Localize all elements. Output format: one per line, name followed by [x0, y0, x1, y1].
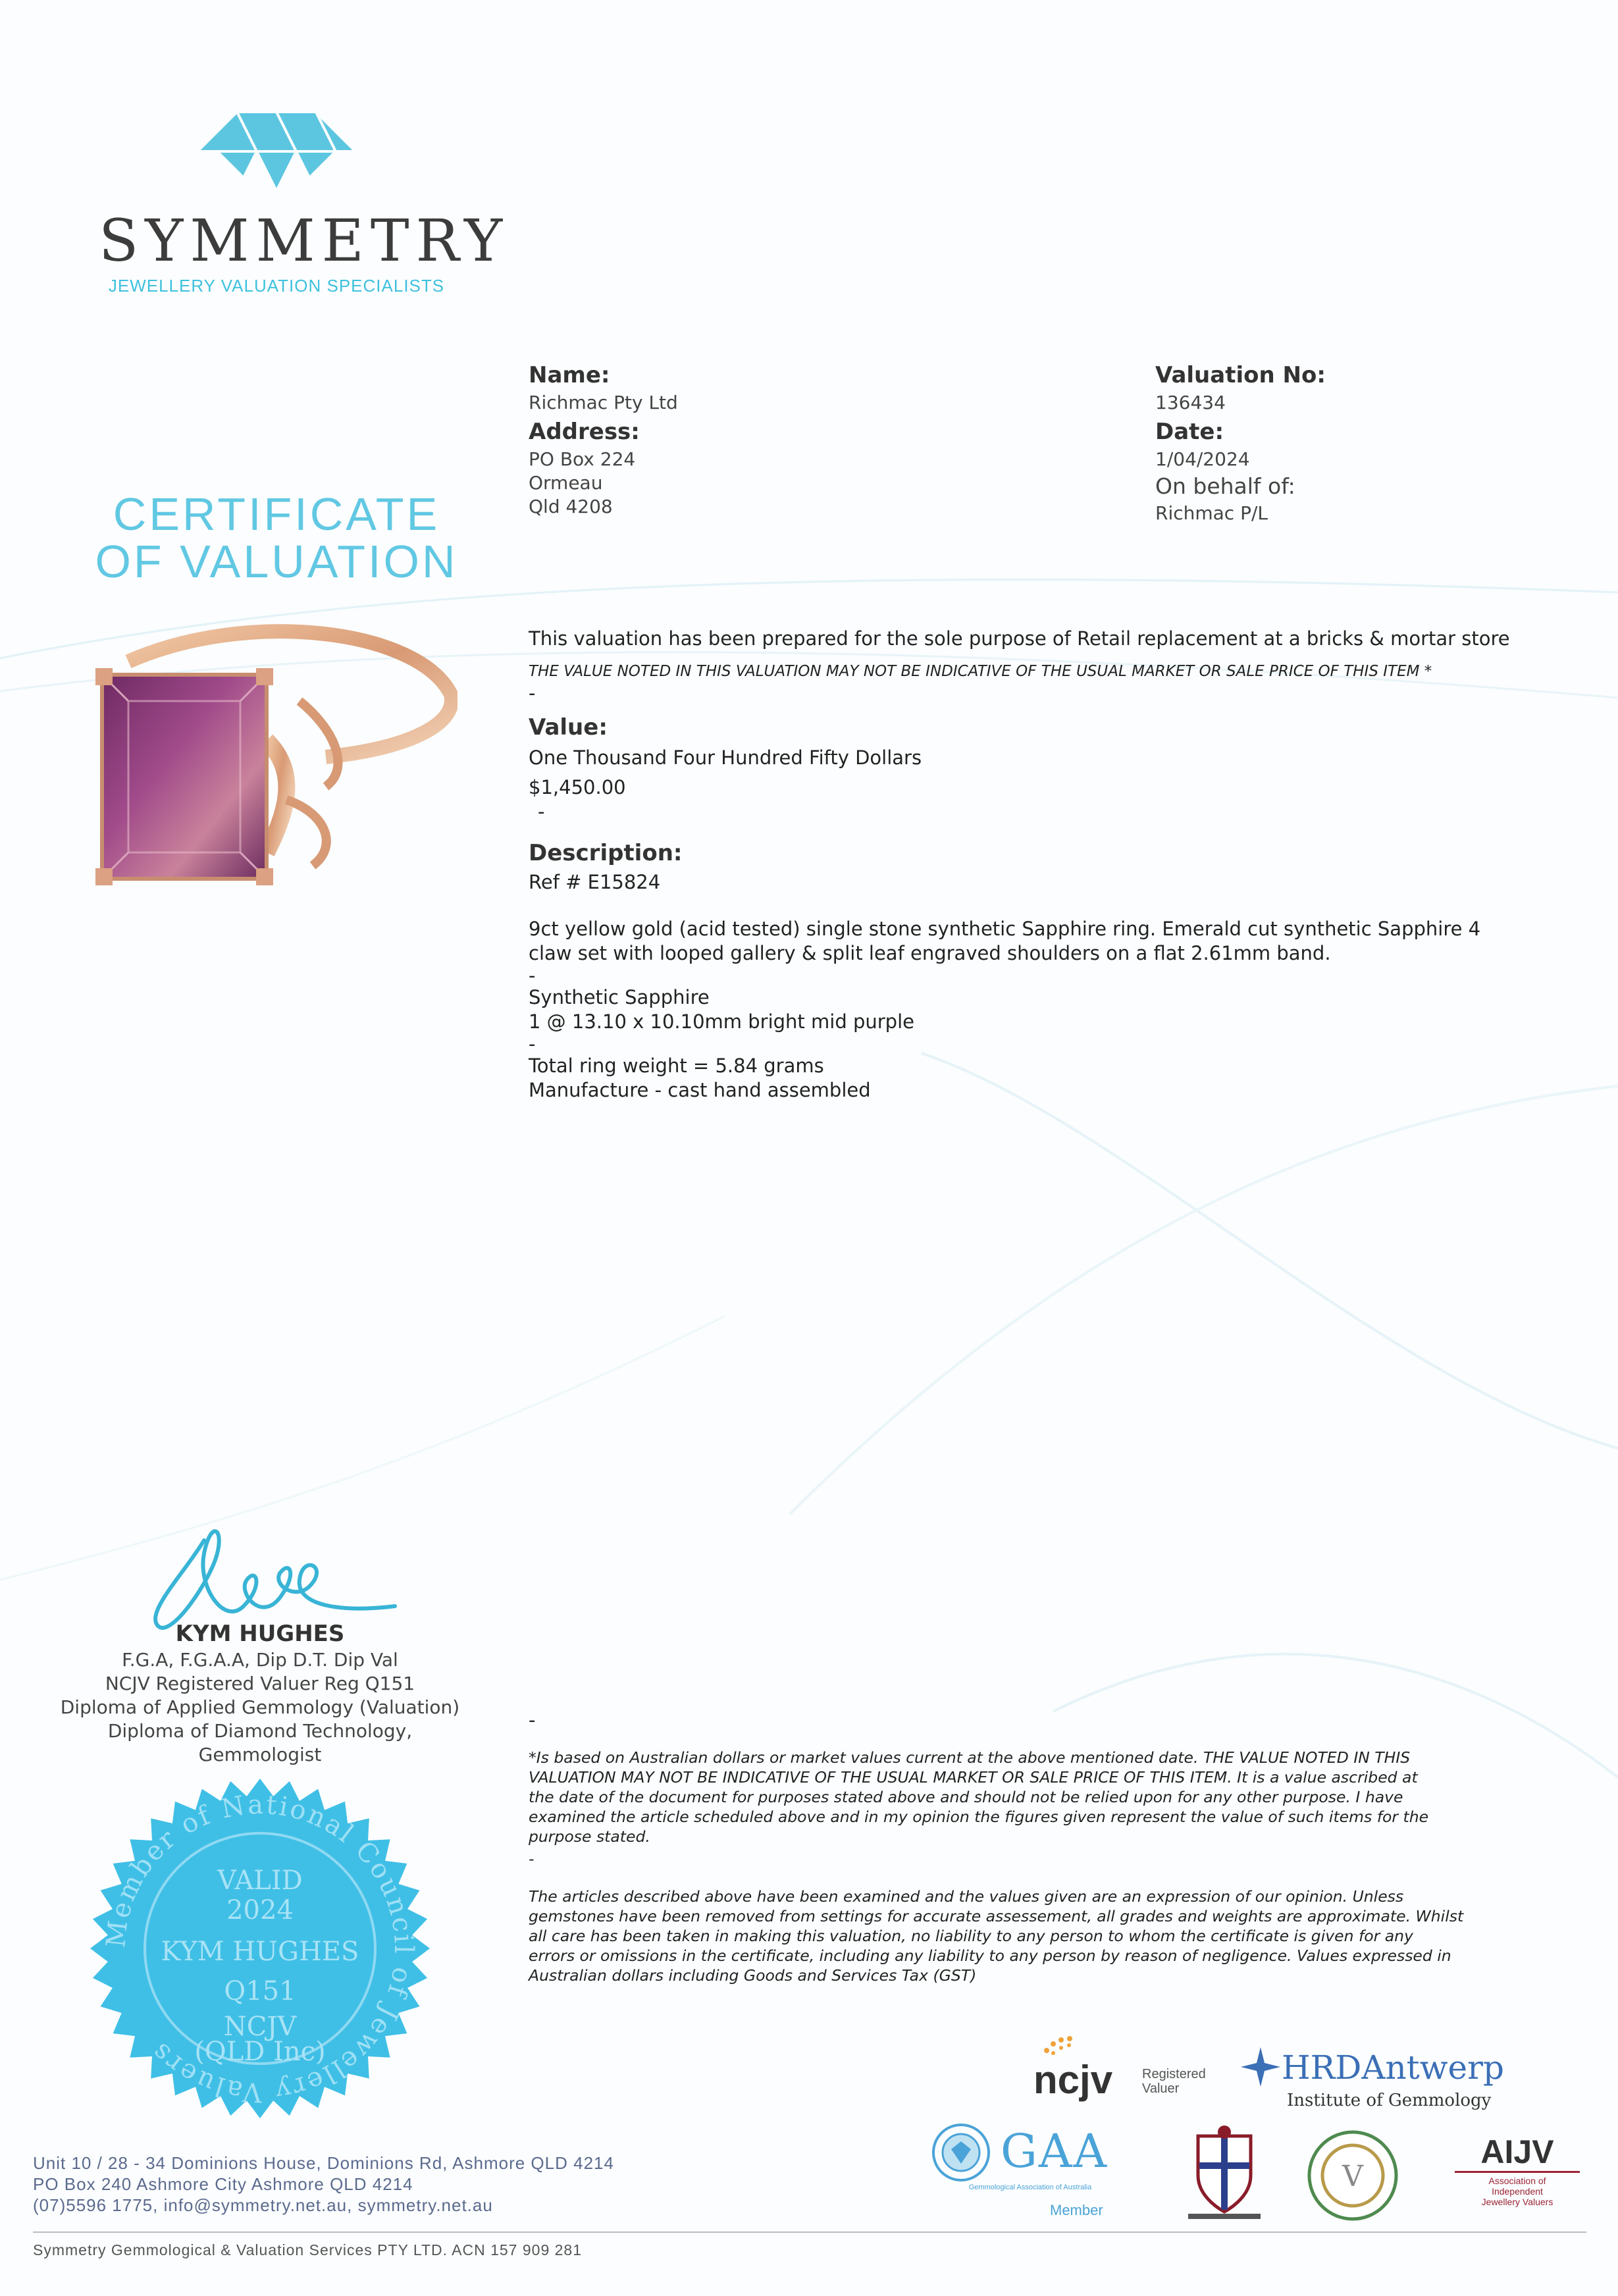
gaa-emblem-icon — [931, 2123, 991, 2182]
stone-detail: 1 @ 13.10 x 10.10mm bright mid purple — [529, 1010, 914, 1033]
description-section — [529, 840, 1480, 1103]
aijv-subtitle — [1455, 2176, 1580, 2207]
reference-number: Ref # E15824 — [529, 871, 661, 893]
separator-dash: - — [529, 1850, 535, 1868]
footnote-line: *Is based on Australian dollars or market values current at the above mentioned date. THE VALUE NOTED IN THIS — [529, 1748, 1411, 1767]
hrd-text: HRDAntwerp — [1282, 2048, 1505, 2087]
stone-name: Synthetic Sapphire — [529, 986, 710, 1008]
gaa-member: Member — [1050, 2202, 1103, 2218]
client-name: Richmac Pty Ltd — [529, 392, 678, 413]
valuer-block — [46, 1619, 474, 1767]
crest-icon — [1182, 2123, 1267, 2222]
company-acn: Symmetry Gemmological & Valuation Services PTY LTD. ACN 157 909 281 — [33, 2241, 582, 2258]
footnote-line: purpose stated. — [529, 1827, 650, 1846]
valuation-no-label: Valuation No: — [1155, 362, 1326, 388]
ring-weight: Total ring weight = 5.84 grams — [529, 1055, 824, 1077]
gaa-logo — [931, 2123, 1129, 2218]
ncjv-sub-line: Valuer — [1142, 2081, 1180, 2096]
certificate-title-line-1: CERTIFICATE — [113, 488, 440, 540]
ncjv-subtitle — [1142, 2067, 1206, 2096]
on-behalf-label: On behalf of: — [1155, 473, 1295, 499]
value-amount: $1,450.00 — [529, 776, 626, 798]
footnote-2 — [529, 1887, 1542, 1985]
footer-divider — [33, 2231, 1586, 2233]
address-line: PO Box 224 — [529, 448, 636, 470]
ncjv-text: ncjv — [1033, 2058, 1113, 2102]
address-line: Ormeau — [529, 472, 603, 494]
address-line: Qld 4208 — [529, 496, 613, 517]
gaa-subtitle: Gemmological Association of Australia — [968, 2183, 1092, 2191]
ncjv-logo — [1033, 2031, 1231, 2103]
seal-line: KYM HUGHES — [161, 1937, 359, 1967]
brand-block — [99, 105, 509, 296]
seal-line: NCJV — [223, 2012, 297, 2042]
client-info — [529, 362, 678, 519]
description-paragraph-line: claw set with looped gallery & split leaf engraved shoulders on a flat 2.61mm band. — [529, 942, 1331, 964]
certificate-title-line-2: OF VALUATION — [95, 536, 458, 587]
valuer-credential: Diploma of Diamond Technology, — [107, 1720, 413, 1742]
separator-dash: - — [538, 800, 545, 823]
valuer-name: KYM HUGHES — [175, 1621, 345, 1647]
valuation-no: 136434 — [1155, 392, 1226, 413]
valuation-date: 1/04/2024 — [1155, 448, 1250, 470]
certificate-title — [86, 490, 467, 585]
gaa-text: GAA — [1001, 2124, 1109, 2178]
value-label: Value: — [529, 714, 608, 741]
hrd-subtitle: Institute of Gemmology — [1287, 2091, 1492, 2110]
aijv-sub-line: Association of — [1488, 2176, 1546, 2186]
hrd-star-icon — [1241, 2047, 1280, 2087]
footnote-line: the date of the document for purposes stated above and should not be relied upon for any other purpose. I have — [529, 1788, 1403, 1806]
diamond-logo-icon — [197, 105, 355, 197]
seal-line: VALID — [217, 1866, 303, 1896]
market-disclaimer: THE VALUE NOTED IN THIS VALUATION MAY NOT BE INDICATIVE OF THE USUAL MARKET OR SALE PRICE OF THIS ITEM * — [529, 663, 1432, 680]
value-section — [529, 714, 922, 824]
brand-tagline: JEWELLERY VALUATION SPECIALISTS — [108, 276, 445, 296]
separator-dash: - — [529, 964, 536, 987]
footer-line: PO Box 240 Ashmore City Ashmore QLD 4214 — [33, 2174, 413, 2194]
valuers-seal-icon — [1307, 2129, 1399, 2222]
aijv-logo — [1455, 2133, 1580, 2207]
footnote-line: The articles described above have been examined and the values given are an expression of our opinion. Unless — [529, 1887, 1404, 1906]
date-label: Date: — [1155, 419, 1224, 445]
on-behalf-value: Richmac P/L — [1155, 502, 1268, 524]
valuation-info — [1155, 362, 1326, 525]
footnote-line: all care has been taken in making this valuation, no liability to any person to whom the certificate is given for any — [529, 1927, 1413, 1945]
address-label: Address: — [529, 419, 640, 445]
seal-line: (QLD Inc) — [194, 2037, 326, 2067]
footnote-line: gemstones have been removed from settings for accurate assessement, all grades and weights are approximate. Whilst — [529, 1907, 1464, 1925]
ncjv-sub-line: Registered — [1142, 2067, 1206, 2081]
footnote-1 — [529, 1748, 1542, 1869]
brand-name: SYMMETRY — [99, 207, 509, 274]
footnote-line: VALUATION MAY NOT BE INDICATIVE OF THE USUAL MARKET OR SALE PRICE OF THIS ITEM. It is a value ascribed at — [529, 1768, 1418, 1787]
footnote-line: examined the article scheduled above and in my opinion the figures given represent the value of such items for the — [529, 1808, 1429, 1826]
valuation-purpose: This valuation has been prepared for the sole purpose of Retail replacement at a bricks & mortar store — [529, 627, 1510, 650]
footnote-line: Australian dollars including Goods and Services Tax (GST) — [529, 1966, 977, 1985]
separator-dash: - — [529, 1709, 536, 1731]
seal-ring-text: Member of National Council of Jewellery Valuers — [101, 1789, 419, 2108]
valuer-credential: Gemmologist — [198, 1744, 322, 1765]
footnote-line: errors or omissions in the certificate, including any liability to any person by reason of negligence. Values expressed in — [529, 1946, 1451, 1965]
ncjv-seal — [89, 1777, 431, 2120]
aijv-text: AIJV — [1455, 2133, 1580, 2173]
value-words: One Thousand Four Hundred Fifty Dollars — [529, 746, 922, 769]
ring-photo — [49, 615, 457, 925]
svg-text:V: V — [1342, 2160, 1363, 2193]
footer-line: Unit 10 / 28 - 34 Dominions House, Dominions Rd, Ashmore QLD 4214 — [33, 2153, 614, 2173]
valuer-credential: NCJV Registered Valuer Reg Q151 — [105, 1673, 415, 1694]
separator-dash: - — [529, 1033, 536, 1055]
aijv-sub-line: Independent — [1492, 2186, 1543, 2197]
description-paragraph-line: 9ct yellow gold (acid tested) single stone synthetic Sapphire ring. Emerald cut synthetic Sapphire 4 — [529, 918, 1481, 940]
name-label: Name: — [529, 362, 610, 388]
aijv-sub-line: Jewellery Valuers — [1481, 2197, 1553, 2207]
seal-line: 2024 — [226, 1895, 294, 1925]
footer-line: (07)5596 1775, info@symmetry.net.au, symmetry.net.au — [33, 2195, 493, 2215]
seal-line: Q151 — [224, 1976, 296, 2006]
separator-dash: - — [529, 682, 536, 704]
manufacture: Manufacture - cast hand assembled — [529, 1079, 871, 1101]
valuer-credential: F.G.A, F.G.A.A, Dip D.T. Dip Val — [122, 1649, 398, 1671]
valuer-credential: Diploma of Applied Gemmology (Valuation) — [60, 1696, 460, 1718]
description-label: Description: — [529, 840, 683, 866]
footer-address — [33, 2152, 614, 2216]
